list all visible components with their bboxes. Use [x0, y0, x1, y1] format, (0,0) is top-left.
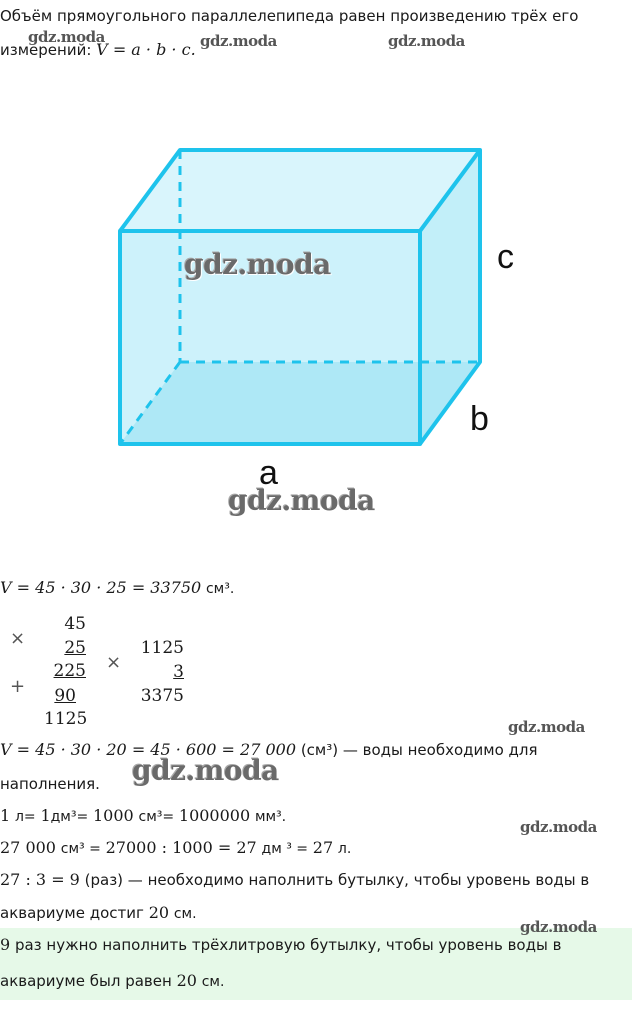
conversion-line — [0, 806, 286, 827]
volume-unit: см³. — [205, 581, 235, 597]
volume-line — [0, 578, 234, 599]
times-text: (раз) — необходимо наполнить бутылку, чтобы уровень воды в — [84, 871, 590, 889]
watermark: gdz.moda — [132, 754, 279, 787]
product-result: 3375 — [140, 686, 184, 706]
answer-value: 20 — [176, 971, 197, 990]
cuboid-bottom-face — [120, 362, 480, 444]
intro-formula: V = a · b · c. — [96, 40, 196, 59]
watermark: gdz.moda — [508, 718, 585, 736]
times-sign: × — [10, 628, 26, 649]
times-text: аквариуме достиг — [0, 904, 144, 922]
factor-b: 25 — [64, 638, 86, 658]
factor-a: 45 — [64, 614, 86, 634]
liters-value: 27000 : 1000 = 27 — [105, 838, 257, 857]
times-unit: см. — [173, 906, 197, 922]
times-line — [0, 870, 589, 890]
liters-unit: дм ³ = — [261, 841, 308, 857]
intro-text: Объём прямоугольного параллелепипеда равен произведению трёх его — [0, 7, 579, 25]
label-b: b — [470, 400, 489, 438]
liters-line — [0, 838, 351, 859]
water-text2: наполнения. — [0, 775, 100, 793]
answer-value: 9 — [0, 935, 11, 954]
watermark: gdz.moda — [520, 918, 597, 936]
intro-text2: измерений: — [0, 41, 92, 59]
volume-formula: V = 45 · 30 · 25 = 33750 — [0, 578, 202, 597]
conv-unit: см³= — [138, 809, 175, 825]
label-c: c — [497, 238, 514, 276]
liters-value: 27 — [312, 838, 334, 857]
partial-product-2: 90 — [54, 686, 76, 706]
water-formula: V = 45 · 30 · 20 = 45 · 600 = 27 000 — [0, 740, 297, 759]
factor-a: 1125 — [140, 638, 184, 658]
answer-unit: см. — [201, 974, 225, 990]
watermark: gdz.moda — [228, 484, 375, 517]
conv-unit: мм³. — [254, 809, 287, 825]
times-sign: × — [106, 652, 122, 673]
factor-b: 3 — [173, 662, 184, 682]
watermark: gdz.moda — [200, 32, 277, 50]
times-value: 20 — [148, 903, 170, 922]
conv-value: 1 — [40, 806, 51, 825]
times-line-2 — [0, 903, 197, 924]
plus-sign: + — [10, 676, 26, 697]
cuboid-figure — [0, 120, 632, 540]
watermark: gdz.moda — [388, 32, 465, 50]
conv-unit: дм³= — [50, 809, 89, 825]
answer-text: аквариуме был равен — [0, 972, 172, 990]
conv-unit: л= — [14, 809, 36, 825]
conv-value: 1 — [0, 806, 11, 825]
product-result: 1125 — [44, 709, 88, 729]
liters-value: 27 000 — [0, 838, 56, 857]
watermark: gdz.moda — [184, 248, 331, 281]
conv-value: 1000000 — [178, 806, 251, 825]
liters-unit: л. — [337, 841, 352, 857]
water-text: (см³) — воды необходимо для — [300, 741, 538, 759]
liters-unit: см³ = — [60, 841, 101, 857]
conv-value: 1000 — [93, 806, 134, 825]
partial-product-1: 225 — [53, 661, 86, 681]
label-a: a — [259, 454, 278, 492]
answer-line-2 — [0, 971, 224, 992]
cuboid-top-face — [120, 150, 480, 231]
answer-text: раз нужно наполнить трёхлитровую бутылку, чтобы уровень воды в — [14, 936, 562, 954]
watermark: gdz.moda — [520, 818, 597, 836]
times-value: 27 : 3 = 9 — [0, 870, 80, 889]
answer-line — [0, 935, 561, 955]
watermark: gdz.moda — [28, 28, 105, 46]
